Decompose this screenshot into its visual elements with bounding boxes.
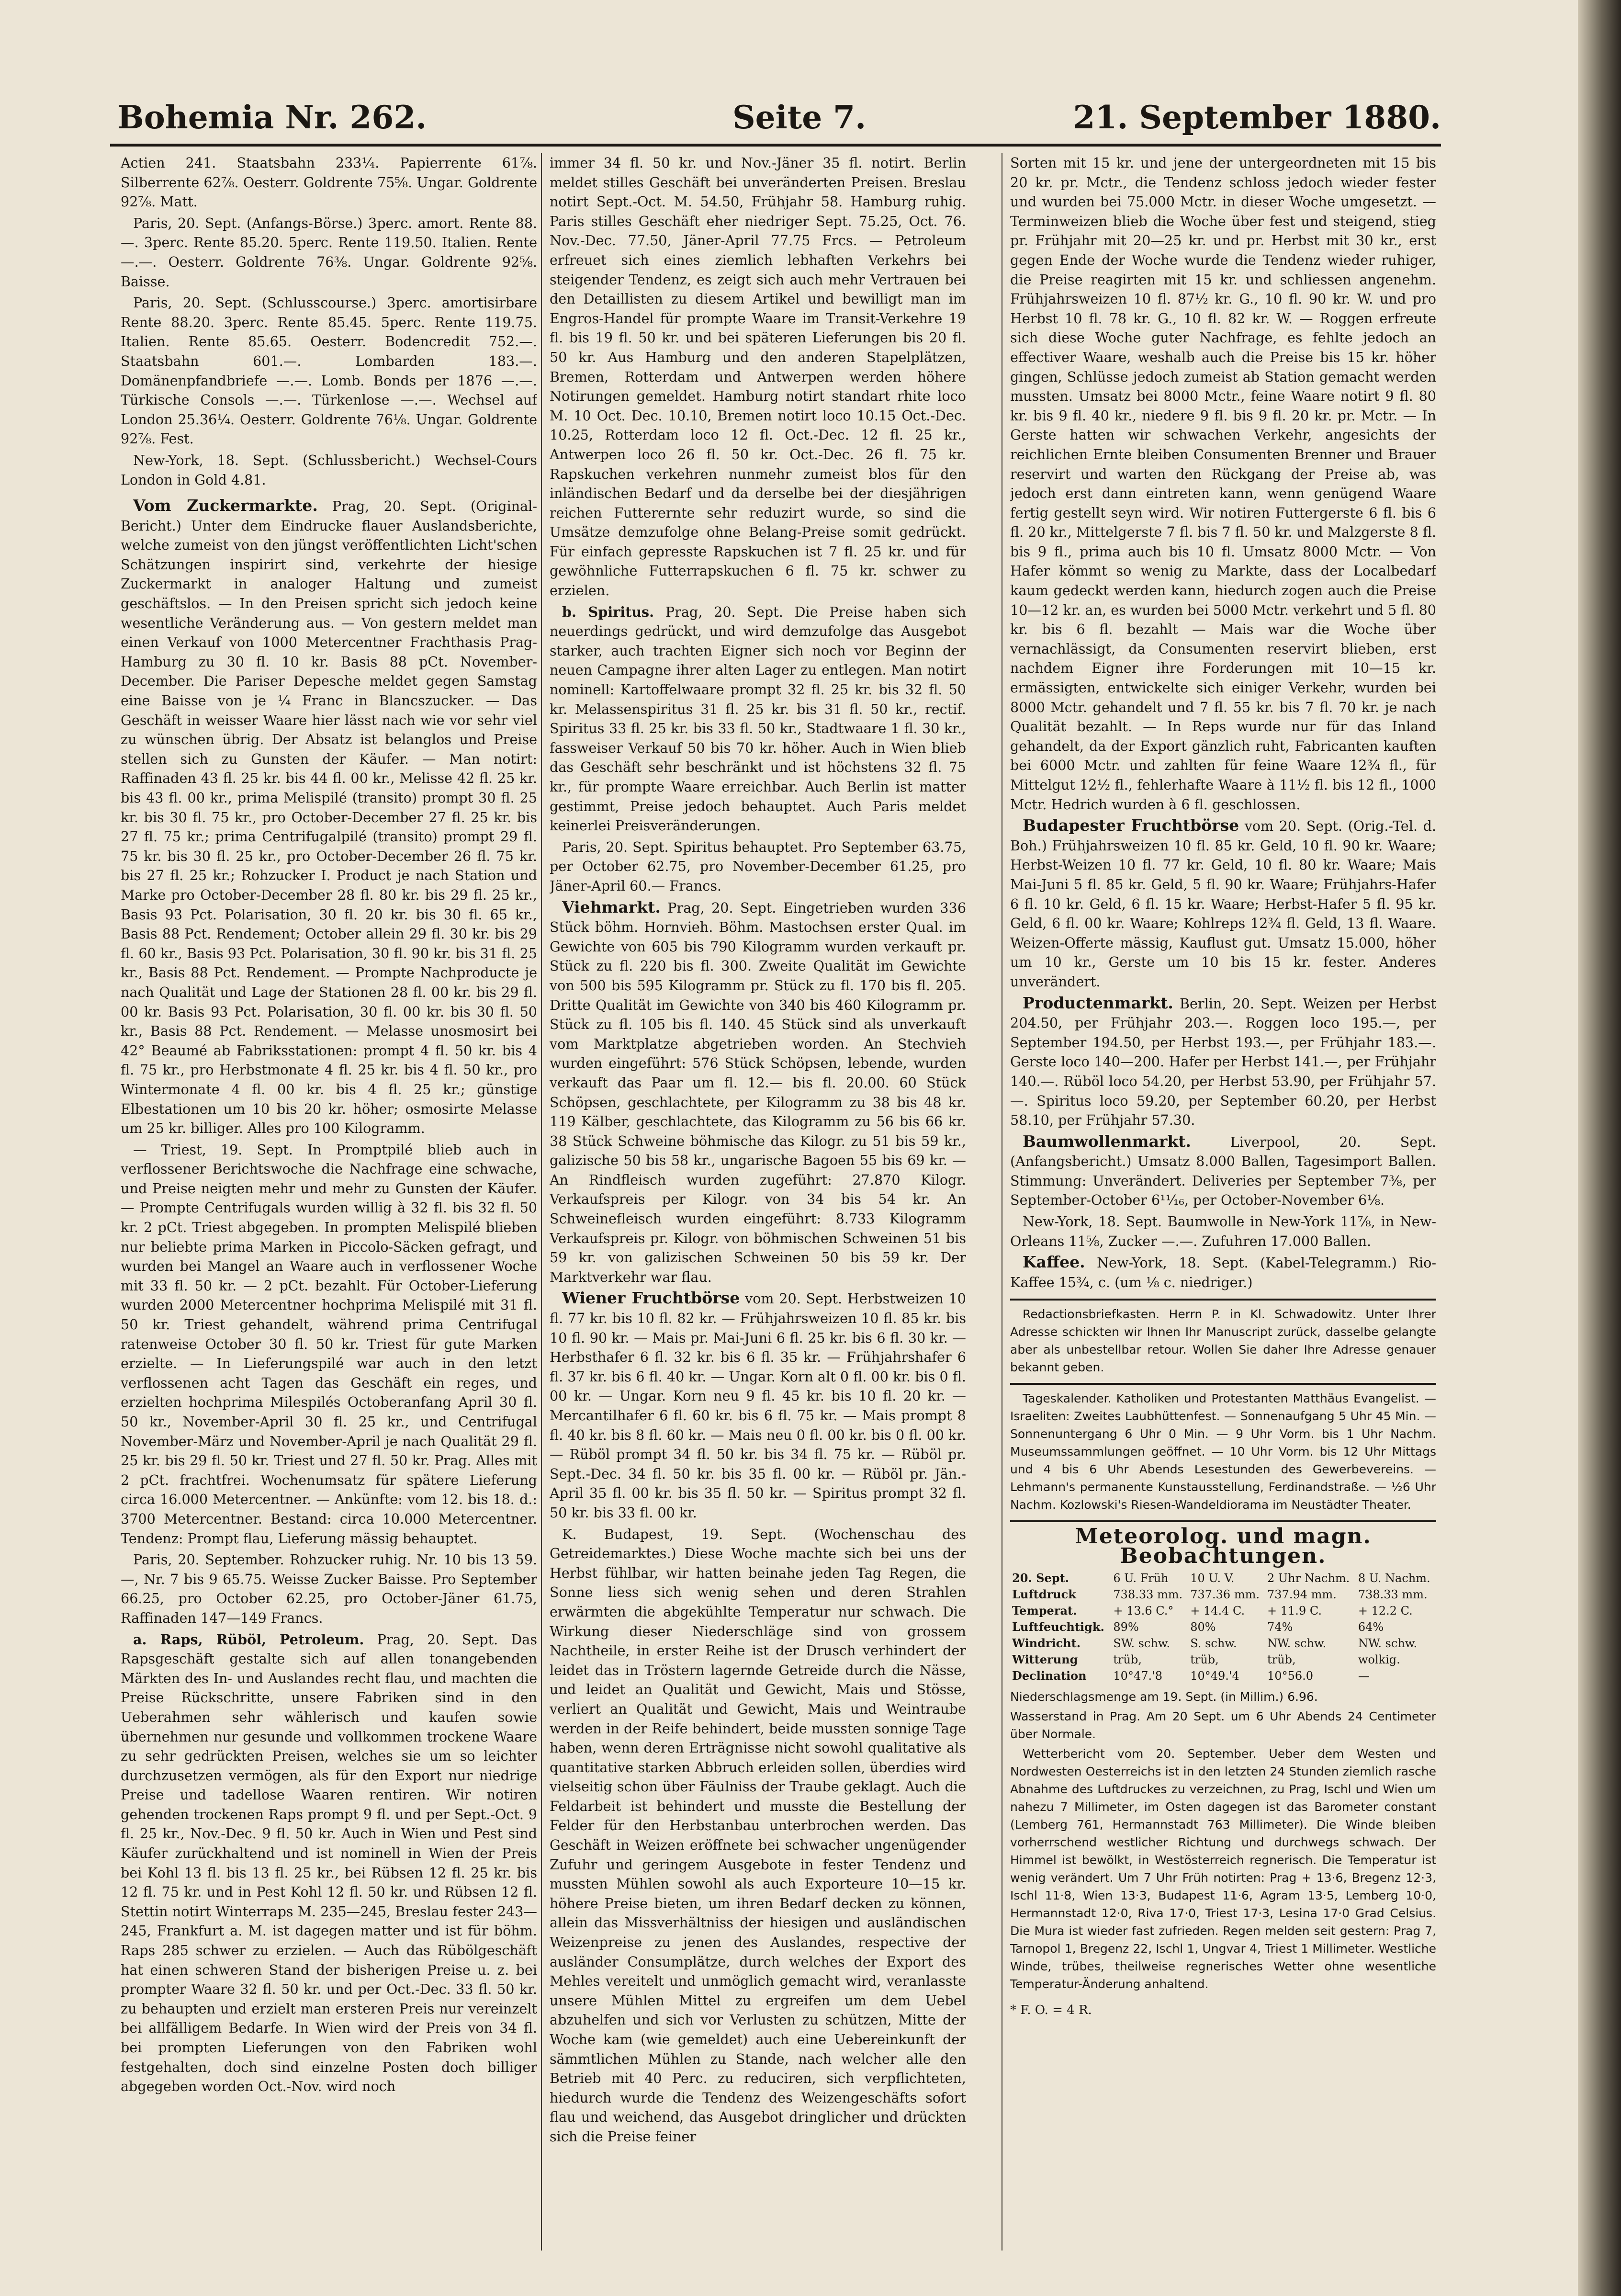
coffee-article [1010,1253,1436,1292]
produce-market-article [1010,994,1436,1130]
table-cell: 6 U. Früh [1113,1571,1169,1585]
spirits-text: Prag, 20. Sept. Die Preise haben sich neuerdings gedrückt, und wird demzufolge das Ausgebot starker, auch trachten Eigner sich noch vor Beginn der neuen Campagne ihrer alten Lager zu entlegen. Man notirt nominell: Kartoffelwaare prompt 32 fl. 25 kr. bis 32 fl. 50 kr. Melassenspiritus 31 fl. 25 kr. bis 31 fl. 50 kr., rectif. Spiritus 33 fl. 25 kr. bis 33 fl. 50 kr., Stadtwaare 1 fl. 30 kr., fassweiser Verkauf 50 bis 70 kr. höher. Auch in Wien blieb das Geschäft sehr beschränkt und ist höchstens 32 fl. 75 kr., für prompte Waare erreichbar. Auch Berlin ist matter gestimmt, Preise jedoch behauptet. Auch Paris meldet keinerlei Preisveränderungen. [550,603,966,834]
budapest-weekly-report: K. Budapest, 19. Sept. (Wochenschau des Getreidemarktes.) Diese Woche machte sich bei uns der Herbst fühlbar, wir hatten beinahe jeden Tag Regen, die Sonne liess sich wenig sehen und deren Strahlen erwärmten die abgekühlte Temperatur nur schwach. Die Wirkung dieser Niederschläge sind von grossem Nachtheile, in erster Reihe ist der Drusch verhindert der leidet das in Tröstern lagernde Getreide durch die Nässe, und leidet an Qualität und Gewicht, Mais und Stösse, verliert an Qualität und Gewicht, Mais und Weintraube werden in der Reife behindert, beide mussten sonnige Tage haben, wenn deren Erträgnisse nicht sowohl qualitative als quantitative starken Abbruch erleiden sollen, überdies wird vielseitig schon über Fäulniss der Traube geklagt. Auch die Feldarbeit ist behindert und musste die Bestellung der Felder für den Herbstanbau unterbrochen werden. Das Geschäft in Weizen eröffnete bei schwacher ungenügender Zufuhr und geringem Ausgebote in fester Tendenz und mussten Mühlen sowohl als auch Exporteure 10—15 kr. höhere Preise bieten, um ihren Bedarf decken zu können, allein das Missverhältniss der hiesigen und ausländischen Weizenpreise zu jenen des Auslandes, respective der ausländer Consumplätze, durch welches der Export des Mehles vereitelt und unmöglich gemacht wird, veranlasste unsere Mühlen Mittel zu ergreifen um dem Uebel abzuhelfen und sich vor Verlusten zu schützen, Mitte der Woche kam (wie gemeldet) auch eine Uebereinkunft der sämmtlichen Mühlen zu Stande, nach welcher alle den Betrieb mit 40 Perc. zu reduciren, sich verpflichteten, hiedurch wurde die Tendenz des Weizengeschäfts sofort flau und weichend, das Ausgebot dringlicher und drückten sich die Preise feiner [550,1526,966,2145]
rapeseed-article [121,1630,537,2096]
table-cell: SW. schw. [1113,1636,1171,1650]
table-cell: Windricht. [1012,1636,1081,1650]
table-cell: 738.33 mm. [1113,1587,1183,1601]
header-newspaper-name: Bohemia Nr. 262. [117,99,427,136]
table-cell: trüb, [1190,1652,1219,1666]
budapest-exchange-heading: Budapester Fruchtbörse [1023,816,1239,835]
rapeseed-heading: a. Raps, Rüböl, Petroleum. [133,1631,364,1648]
section-rule [1010,1520,1436,1522]
table-cell: 64% [1358,1620,1384,1634]
table-cell: wolkig. [1358,1652,1400,1666]
table-cell: trüb, [1113,1652,1142,1666]
section-rule [1010,1299,1436,1301]
table-cell: Witterung [1012,1652,1078,1666]
table-row [1010,1603,1436,1619]
rapeseed-continued: immer 34 fl. 50 kr. und Nov.-Jäner 35 fl. notirt. Berlin meldet stilles Geschäft bei unveränderten Preisen. Breslau notirt Sept.-Oct. M. 54.50, Frühjahr 58. Hamburg ruhig. Paris stilles Geschäft eher niedriger Sept. 75.25, Oct. 76. Nov.-Dec. 77.50, Jäner-April 77.75 Frcs. — Petroleum erfreuet sich eines ziemlich lebhaften Verkehrs bei steigender Tendenz, es zeigt sich auch mehr Vertrauen bei den Detaillisten zu diesem Artikel und bewilligt man im Engros-Handel für prompte Waare im Transit-Verkehre 19 fl. bis 19 fl. 50 kr. und bei späteren Lieferungen bis 20 fl. 50 kr. Aus Hamburg und den anderen Stapelplätzen, Bremen, Rotterdam und Antwerpen werden höhere Notirungen gemeldet. Hamburg notirt standart rhite loco M. 10 Oct. Dec. 10.10, Bremen notirt loco 10.15 Oct.-Dec. 10.25, Rotterdam loco 12 fl. Oct.-Dec. 12 fl. 25 kr., Antwerpen loco 26 fl. 50 kr. Oct.-Dec. 26 fl. 75 kr. Rapskuchen verkehren nunmehr zumeist blos für den inländischen Bedarf und da derselbe bei der diesjährigen reichen Futterernte sehr reduzirt wurde, so sind die Umsätze demzufolge ohne Belang-Preise somit gedrückt. Für einfach gepresste Rapskuchen ist 7 fl. 25 kr. und für gewöhnliche Futterrapskuchen 6 fl. 75 kr. schwer zu erzielen. [550,155,966,599]
table-row [1010,1586,1436,1603]
cattle-market-text: Prag, 20. Sept. Eingetrieben wurden 336 Stück böhm. Hornvieh. Böhm. Mastochsen erster Qual. im Gewichte von 605 bis 790 Kilogramm wurden verkauft pr. Stück zu fl. 220 bis fl. 300. Zweite Qualität im Gewichte von 500 bis 595 Kilogramm pr. Stück zu fl. 170 bis fl. 205. Dritte Qualität im Gewichte von 340 bis 460 Kilogramm pr. Stück zu fl. 105 bis fl. 140. 45 Stück sind als unverkauft vom Marktplatze abgetrieben worden. An Stechvieh wurden eingeführt: 576 Stück Schöpsen, lebende, wurden verkauft das Paar um fl. 12.— bis fl. 20.00. 60 Stück Schöpsen, geschlachtete, per Kilogramm zu 38 bis 48 kr. 119 Kälber, geschlachtete, das Kilogramm zu 56 bis 66 kr. 38 Stück Schweine böhmische das Kilogr. zu 51 bis 59 kr., galizische 50 bis 58 kr., ungarische Bagoen 55 bis 69 kr. — An Rindfleisch wurden zugeführt: 27.870 Kilogr. Verkaufspreis per Kilogr. von 34 bis 54 kr. An Schweinefleisch wurden eingeführt: 8.733 Kilogramm Verkaufspreis pr. Kilogr. von böhmischen Schweinen 51 bis 59 kr. von galizischen Schweinen 50 bis 59 kr. Der Marktverkehr war flau. [550,899,966,1285]
table-cell: 737.36 mm. [1190,1587,1260,1601]
table-cell: 10°47.'8 [1113,1669,1162,1683]
coffee-heading: Kaffee. [1023,1253,1085,1272]
table-row [1010,1668,1436,1684]
page-header [110,91,1441,147]
table-cell: + 13.6 C.° [1113,1604,1174,1617]
table-row [1010,1619,1436,1635]
header-page-number: Seite 7. [732,99,867,136]
table-cell: 737.94 mm. [1267,1587,1337,1601]
table-cell: 8 U. Nachm. [1358,1571,1430,1585]
sugar-market-text: Prag, 20. Sept. (Original-Bericht.) Unter dem Eindrucke flauer Auslandsberichte, welche zumeist von den jüngst veröffentlichten Licht'schen Schätzungen inspirirt sind, verkehrte der hiesige Zuckermarkt in analoger Haltung und zumeist geschäftslos. — In den Preisen spricht sich jedoch keine wesentliche Veränderung aus. — Von gestern meldet man einen Verkauf von 1000 Metercentner Frachthasis Prag-Hamburg zu 30 fl. 10 kr. Basis 88 pCt. November-December. Die Pariser Depesche meldet gegen Samstag eine Baisse von je ¼ Franc in Blancszucker. — Das Geschäft in weisser Waare hier lässt nach wie vor sehr viel zu wünschen übrig. Der Absatz ist belanglos und Preise stellen sich zu Gunsten der Käufer. — Man notirt: Raffinaden 43 fl. 25 kr. bis 44 fl. 00 kr., Melisse 42 fl. 25 kr. bis 43 fl. 00 kr., prima Melispilé (transito) prompt 30 fl. 25 kr. bis 30 fl. 75 kr., pro October-December 27 fl. 25 kr. bis 27 fl. 75 kr.; prima Centrifugalpilé (transito) prompt 29 fl. 75 kr. bis 30 fl. 25 kr., pro October-December 26 fl. 75 kr. bis 27 fl. 25 kr.; Rohzucker I. Product je nach Station und Marke pro October-December 28 fl. 80 kr. bis 29 fl. 25 kr., Basis 93 Pct. Polarisation, 30 fl. 20 kr. bis 30 fl. 65 kr., Basis 88 Pct. Rendement; October allein 29 fl. 30 kr. bis 29 fl. 60 kr., Basis 93 Pct. Polarisation, 30 fl. 90 kr. bis 31 fl. 25 kr., Basis 88 Pct. Rendement. — Prompte Nachproducte je nach Qualität und Lage der Stationen 28 fl. 00 kr. bis 29 fl. 00 kr. Basis 93 Pct. Polarisation, 30 fl. 00 kr. bis 30 fl. 50 kr., Basis 88 Pct. Rendement. — Melasse unosmosirt bei 42° Beaumé ab Fabriksstationen: prompt 4 fl. 50 kr. bis 4 fl. 75 kr., pro Herbstmonate 4 fl. 25 kr. bis 4 fl. 50 kr., pro Wintermonate 4 fl. 00 kr. bis 4 fl. 25 kr.; günstige Elbestationen um 10 bis 20 kr. höher; osmosirte Melasse um 25 kr. billiger. Alles pro 100 Kilogramm. [121,498,537,1137]
sugar-market-heading: Vom Zuckermarkte. [133,496,318,515]
table-row [1010,1570,1436,1586]
table-cell: + 12.2 C. [1358,1604,1413,1617]
column-divider [541,153,542,2251]
column-2 [550,153,966,2241]
book-spine-shadow [1578,0,1621,2296]
table-cell: + 14.4 C. [1190,1604,1245,1617]
table-cell: 10 U. V. [1190,1571,1235,1585]
cattle-market-article [550,898,966,1287]
paris-closing-quotes: Paris, 20. Sept. (Schlusscourse.) 3perc. amortisirbare Rente 88.20. 3perc. Rente 85.45. 5perc. Rente 119.75. Italien. Rente 85.65. Oesterr. Bodencredit 752.—. Staatsbahn 601.—. Lombarden 183.—. Domänenpfandbriefe —.—. Lomb. Bonds per 1876 —.—. Türkische Consols —.—. Türkenlose —.—. Wechsel auf London 25.36¼. Oesterr. Goldrente 76⅛. Ungar. Goldrente 92⅞. Fest. [121,294,537,447]
table-cell: trüb, [1267,1652,1296,1666]
cotton-market-text: Liverpool, 20. Sept. (Anfangsbericht.) Umsatz 8.000 Ballen, Tagesimport Ballen. Stimmung: Unverändert. Deliveries per September 7⅜, per September-October 6¹¹⁄₁₆, per October-November 6⅛. [1010,1133,1436,1209]
table-cell: S. schw. [1190,1636,1237,1650]
precipitation-note: Niederschlagsmenge am 19. Sept. (in Millim.) 6.96. [1010,1689,1318,1704]
table-cell: 738.33 mm. [1358,1587,1428,1601]
rapeseed-text: Prag, 20. Sept. Das Rapsgeschäft gestalte sich auf allen tonangebenden Märkten des In- und Auslandes recht flau, und machten die Preise Rückschritte, unsere Fabriken sind in den Ueberahmen sehr wählerisch und kaufen sowie übernehmen nur gesunde und vollkommen trockene Waare zu sehr gedrückten Preisen, welches sie um so leichter durchzusetzen vermögen, als für den Export nur niedrige Preise und tadellose Waaren rentiren. Wir notiren gehenden trockenen Raps prompt 9 fl. und per Sept.-Oct. 9 fl. 25 kr., Nov.-Dec. 9 fl. 50 kr. Auch in Wien und Pest sind Käufer zurückhaltend und ist nominell in Wien der Preis bei Kohl 13 fl. bis 13 fl. 25 kr., bei Rübsen 12 fl. 25 kr. bis 12 fl. 75 kr. und in Pest Kohl 12 fl. 50 kr. und Rübsen 12 fl. Stettin notirt Winterraps M. 235—245, Breslau fester 243—245, Frankfurt a. M. ist dagegen matter und ist für böhm. Raps 285 schwer zu erzielen. — Auch das Rübölgeschäft hat einen schweren Stand der bisherigen Preise u. z. bei prompter Waare 32 fl. 50 kr. und per Oct.-Dec. 33 fl. 50 kr. zu behaupten und erzielt man ersteren Preis nur vereinzelt bei allfälligem Bedarfe. In Wien wird der Preis von 34 fl. bei prompten Lieferungen von den Fabriken wohl festgehalten, doch sind einzelne Posten doch billiger abgegeben worden Oct.-Nov. wird noch [121,1631,537,2095]
table-cell: NW. schw. [1267,1636,1327,1650]
table-cell: Luftfeuchtigk. [1012,1619,1104,1634]
triest-sugar-report: — Triest, 19. Sept. In Promptpilé blieb auch in verflossener Berichtswoche die Nachfrage eine schwache, und Preise neigten mehr und mehr zu Gunsten der Käufer. — Prompte Centrifugals wurden willig à 32 fl. bis 32 fl. 50 kr. 2 pCt. Triest abgegeben. In prompten Melispilé blieben nur beliebte prima Marken in Piccolo-Säcken gefragt, und wurden bei Mangel an Waare auch in verflossener Woche mit 33 fl. 50 kr. — 2 pCt. bezahlt. Für October-Lieferung wurden 2000 Metercentner hochprima Melispilé mit 31 fl. 50 kr. Triest gehandelt, während prima Centrifugal ratenweise October 30 fl. 50 kr. Triest für gute Marken erzielte. — In Lieferungspilé war auch in den letzt verflossenen acht Tagen das Geschäft ein reges, und erzielten hochprima Milespilés Octoberanfang April 30 fl. 50 kr., November-April 30 fl. 25 kr., und Centrifugal November-März und November-April je nach Qualität 29 fl. 25 kr. bis 29 fl. 50 kr. Triest und 27 fl. 50 kr. Prag. Alles mit 2 pCt. frachtfrei. Wochenumsatz für spätere Lieferung circa 16.000 Metercentner. — Ankünfte: vom 12. bis 18. d.: 3700 Metercentner. Bestand: circa 10.000 Metercentner. Tendenz: Prompt flau, Lieferung mässig behauptet. [121,1141,537,1547]
section-rule [1010,1383,1436,1385]
table-row [1010,1635,1436,1651]
table-cell: + 11.9 C. [1267,1604,1322,1617]
table-cell: — [1358,1669,1370,1683]
sugar-market-article [121,496,537,1138]
spirits-article [550,602,966,836]
vienna-grain-exchange [550,1289,966,1522]
stock-quotes-continued: Actien 241. Staatsbahn 233¼. Papierrente 61⅞. Silberrente 62⅞. Oesterr. Goldrente 75⅝. Ungar. Goldrente 92⅞. Matt. [121,155,537,210]
paris-spirits-report: Paris, 20. Sept. Spiritus behauptet. Pro September 63.75, per October 62.75, pro November-December 61.25, pro Jäner-April 60.— Francs. [550,838,966,894]
cattle-market-heading: Viehmarkt. [562,897,661,916]
editorial-mailbox: Redactionsbriefkasten. Herrn P. in Kl. Schwadowitz. Unter Ihrer Adresse schickten wir Ihnen Ihr Manuscript zurück, dasselbe gelangte aber als unbestellbar retour. Wollen Sie daher Ihre Adresse genauer bekannt geben. [1010,1307,1436,1375]
weather-report: Wetterbericht vom 20. September. Ueber dem Westen und Nordwesten Oesterreichs ist in den letzten 24 Stunden ziemlich rasche Abnahme des Luftdruckes zu verzeichnen, zu Prag, Ischl und Wien um nahezu 7 Millimeter, im Osten dagegen ist das Barometer constant (Lemberg 761, Hermannstadt 763 Millimeter). Die Winde bleiben vorherrschend westlicher Richtung und durchwegs schwach. Der Himmel ist bewölkt, in Westösterreich regnerisch. Die Temperatur ist wenig verändert. Um 7 Uhr Früh notirten: Prag + 13·6, Bregenz 12·3, Ischl 11·8, Wien 13·3, Budapest 11·6, Agram 13·5, Lemberg 10·0, Hermannstadt 12·0, Riva 17·0, Triest 17·3, Lesina 17·0 Grad Celsius. Die Mura ist wieder fast zufrieden. Regen melden seit gestern: Prag 7, Tarnopol 1, Bregenz 22, Ischl 1, Ungvar 4, Triest 1 Millimeter. Westliche Winde, trübes, theilweise regnerisches Wetter ohne wesentliche Temperatur-Änderung anhaltend. [1010,1746,1436,1991]
table-cell: 89% [1113,1620,1139,1634]
table-cell: NW. schw. [1358,1636,1418,1650]
meteorological-table [1010,1570,1436,1684]
newyork-cotton-report: New-York, 18. Sept. Baumwolle in New-York 11⅞, in New-Orleans 11⅝, Zucker —.—. Zufuhren 17.000 Ballen. [1010,1213,1436,1249]
vienna-grain-heading: Wiener Fruchtbörse [562,1289,740,1308]
header-date: 21. September 1880. [1073,99,1441,136]
meteorological-heading: Meteorolog. und magn. Beobachtungen. [1075,1524,1372,1569]
cotton-market-article [1010,1132,1436,1210]
paris-opening-quotes: Paris, 20. Sept. (Anfangs-Börse.) 3perc. amort. Rente 88.—. 3perc. Rente 85.20. 5perc. Rente 119.50. Italien. Rente —.—. Oesterr. Goldrente 76⅜. Ungar. Goldrente 92⅝. Baisse. [121,215,537,290]
table-cell: 20. Sept. [1012,1571,1069,1585]
table-cell: 10°49.'4 [1190,1669,1239,1683]
cotton-market-heading: Baumwollenmarkt. [1023,1131,1191,1151]
column-1 [121,153,537,2241]
spirits-heading: b. Spiritus. [562,603,654,620]
table-cell: Luftdruck [1012,1587,1076,1601]
table-cell: Temperat. [1012,1603,1077,1617]
daily-calendar: Tageskalender. Katholiken und Protestanten Matthäus Evangelist. — Israeliten: Zweites Laubhüttenfest. — Sonnenaufgang 5 Uhr 45 Min. — Sonnenuntergang 6 Uhr 0 Min. — 9 Uhr Vorm. bis 1 Uhr Nachm. Museumssammlungen geöffnet. — 10 Uhr Vorm. bis 12 Uhr Mittags und 4 bis 6 Uhr Abends Lesestunden des Gewerbevereins. — Lehmann's permanente Kunstausstellung, Ferdinandstraße. — ½6 Uhr Nachm. Kozlowski's Riesen-Wandeldiorama im Neustädter Theater. [1010,1391,1436,1512]
table-cell: 80% [1190,1620,1216,1634]
table-cell: Declination [1012,1668,1087,1683]
column-3 [1010,153,1436,2241]
table-cell: 74% [1267,1620,1293,1634]
budapest-exchange-text: vom 20. Sept. (Orig.-Tel. d. Boh.) Frühjahrsweizen 10 fl. 85 kr. Geld, 10 fl. 90 kr. Waare; Herbst-Weizen 10 fl. 77 kr. Geld, 10 fl. 80 kr. Waare; Mais Mai-Juni 5 fl. 85 kr. Geld, 5 fl. 90 kr. Waare; Frühjahrs-Hafer 6 fl. 10 kr. Geld, 6 fl. 15 kr. Waare; Herbst-Hafer 5 fl. 95 kr. Geld, 6 fl. 00 kr. Waare; Kohlreps 12¾ fl. Geld, 13 fl. Waare. Weizen-Offerte mässig, Kauflust gut. Umsatz 15.000, höher um 10 kr., Gerste um 10 bis 15 kr. fester. Anderes unverändert. [1010,818,1436,990]
budapest-report-continued: Sorten mit 15 kr. und jene der untergeordneten mit 15 bis 20 kr. pr. Mctr., die Tendenz schloss jedoch wieder fester und wurden bei 75.000 Mctr. in dieser Woche umgesetzt. — Terminweizen blieb die Woche über fest und steigend, stieg pr. Frühjahr mit 20—25 kr. und pr. Herbst mit 30 kr., erst gegen Ende der Woche wurde die Tendenz wieder ruhiger, die Preise reagirten mit 15 kr. und schliessen angenehm. Frühjahrsweizen 10 fl. 87½ kr. G., 10 fl. 90 kr. W. und pro Herbst 10 fl. 78 kr. G., 10 fl. 82 kr. W. — Roggen erfreute sich diese Woche guter Nachfrage, es fehlte jedoch an effectiver Waare, weshalb auch die Preise bis 15 kr. höher gingen, Schlüsse jedoch zumeist ab Station gemacht werden mussten. Umsatz bei 8000 Mctr., feine Waare notirt 9 fl. 80 kr. bis 9 fl. 40 kr., niedere 9 fl. bis 9 fl. 20 kr. pr. Mctr. — In Gerste hatten wir schwachen Verkehr, angesichts der reichlichen Ernte bleiben Consumenten Brenner und Brauer reservirt und warten den Rückgang der Preise ab, was jedoch erst dann eintreten kann, wenn genügend Waare fertig gestellt seyn wird. Wir notiren Futtergerste 6 fl. bis 6 fl. 20 kr., Mittelgerste 7 fl. bis 7 fl. 50 kr. und Malzgerste 8 fl. bis 9 fl., prima auch bis 10 fl. Umsatz 8000 Mctr. — Von Hafer kömmt so wenig zu Markte, dass der Localbedarf kaum gedeckt werden kann, hiedurch zogen auch die Preise 10—12 kr. an, es wurden bei 5000 Mctr. verkehrt und 5 fl. 80 kr. bis 6 fl. bezahlt — Mais war die Woche über vernachlässigt, da Consumenten reservirt blieben, erst nachdem Eigner ihre Forderungen mit 10—15 kr. ermässigten, entwickelte sich einiger Verkehr, wurden bei 8000 Mctr. gehandelt und 7 fl. 55 kr. bis 7 fl. 70 kr. je nach Qualität bezahlt. — In Reps wurde nur für das Inland gehandelt, da der Export gänzlich ruht, Fabricanten kauften bei 6000 Mctr. und zahlten für feine Waare 12¾ fl., für Mittelgut 12½ fl., fehlerhafte Waare à 11½ fl. bis 12 fl., 1000 Mctr. Hedrich wurden à 6 fl. geschlossen. [1010,155,1436,813]
coffee-text: New-York, 18. Sept. (Kabel-Telegramm.) Rio-Kaffee 15¾, c. (um ⅛ c. niedriger.) [1010,1255,1436,1290]
table-cell: 10°56.0 [1267,1669,1314,1683]
water-level-note: Wasserstand in Prag. Am 20 Sept. um 6 Uhr Abends 24 Centimeter über Normale. [1010,1709,1436,1741]
paris-sugar-report: Paris, 20. September. Rohzucker ruhig. Nr. 10 bis 13 59.—, Nr. 7 bis 9 65.75. Weisse Zucker Baisse. Pro September 66.25, pro October 62.25, pro October-Jäner 61.75, Raffinaden 147—149 Francs. [121,1551,537,1626]
newyork-quotes: New-York, 18. Sept. (Schlussbericht.) Wechsel-Cours London in Gold 4.81. [121,452,537,488]
table-row [1010,1651,1436,1668]
produce-market-heading: Productenmarkt. [1023,993,1173,1012]
vienna-grain-text: vom 20. Sept. Herbstweizen 10 fl. 77 kr. bis 10 fl. 82 kr. — Frühjahrsweizen 10 fl. 85 kr. bis 10 fl. 90 kr. — Mais pr. Mai-Juni 6 fl. 25 kr. bis 6 fl. 30 kr. — Herbsthafer 6 fl. 32 kr. bis 6 fl. 35 kr. — Frühjahrshafer 6 fl. 37 kr. bis 6 fl. 40 kr. — Ungar. Korn alt 0 fl. 00 kr. bis 0 fl. 00 kr. — Ungar. Korn neu 9 fl. 45 kr. bis 10 fl. 20 kr. — Mercantilhafer 6 fl. 60 kr. bis 6 fl. 75 kr. — Mais prompt 8 fl. 40 kr. bis 8 fl. 60 kr. — Mais neu 0 fl. 00 kr. bis 0 fl. 00 kr. — Rüböl prompt 34 fl. 50 kr. bis 34 fl. 75 kr. — Rüböl pr. Sept.-Dec. 34 fl. 50 kr. bis 35 fl. 00 kr. — Rüböl pr. Jän.-April 35 fl. 00 kr. bis 35 fl. 50 kr. — Spiritus prompt 32 fl. 50 kr. bis 33 fl. 00 kr. [550,1290,966,1521]
produce-market-text: Berlin, 20. Sept. Weizen per Herbst 204.50, per Frühjahr 203.—. Roggen loco 195.—, per September 194.50, per Herbst 193.—, per Frühjahr 183.—. Gerste loco 140—200. Hafer per Herbst 141.—, per Frühjahr 140.—. Rüböl loco 54.20, per Herbst 53.90, per Frühjahr 57.—. Spiritus loco 59.20, per September 60.20, per Herbst 58.10, per Frühjahr 57.30. [1010,995,1436,1129]
budapest-exchange-article [1010,816,1436,991]
footnote: * F. O. = 4 R. [1010,2002,1092,2017]
table-cell: 2 Uhr Nachm. [1267,1571,1350,1585]
